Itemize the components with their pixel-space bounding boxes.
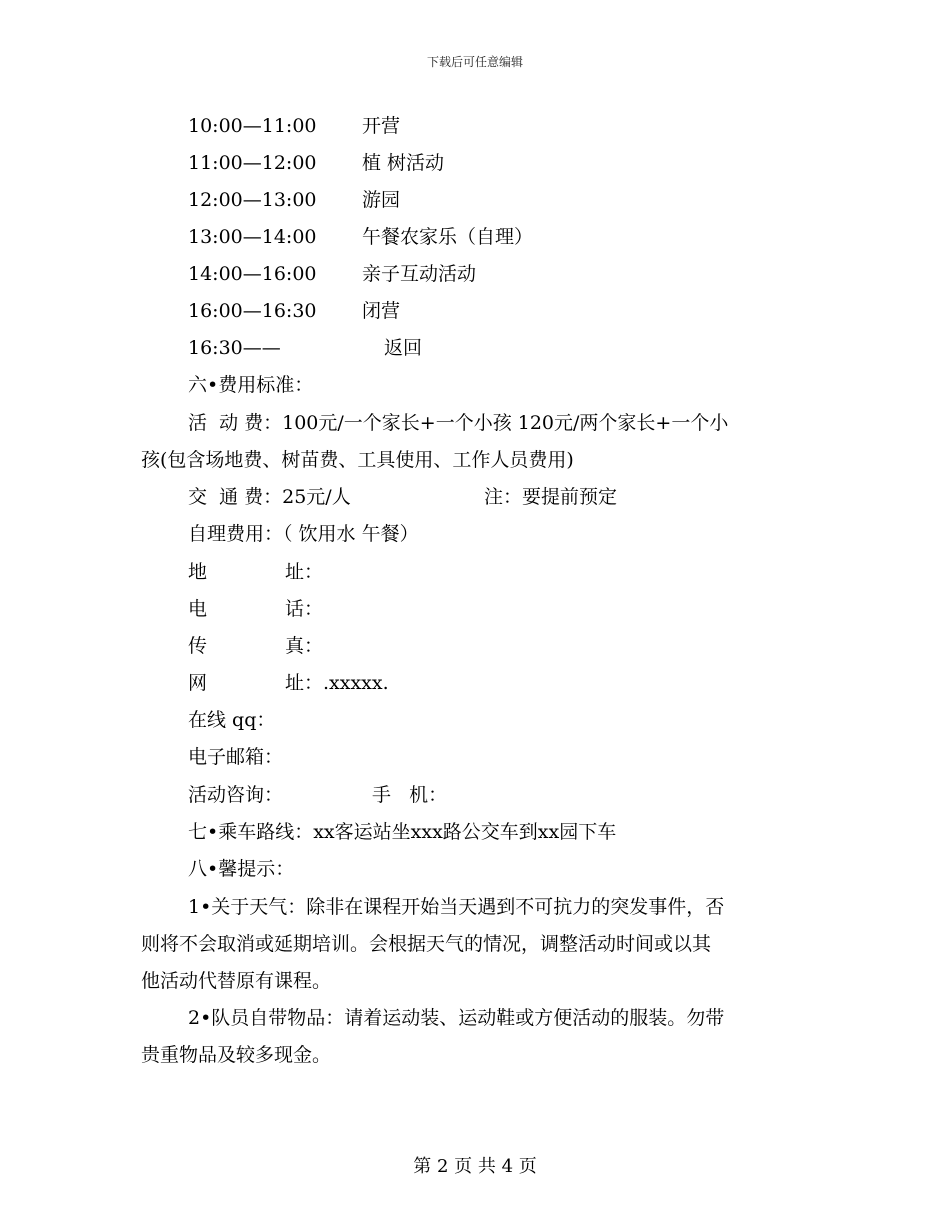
schedule-activity: 游园 — [362, 189, 401, 211]
route-info: 七•乘车路线：xx客运站坐xxx路公交车到xx园下车 — [188, 821, 617, 843]
fax-label: 传 — [188, 635, 208, 657]
schedule-activity: 开营 — [362, 115, 401, 137]
tip-1-line-3: 他活动代替原有课程。 — [141, 970, 332, 992]
website-label: 网 — [188, 672, 208, 694]
tip-2-line-1: 2•队员自带物品：请着运动装、运动鞋或方便活动的服装。勿带 — [188, 1007, 725, 1029]
fax-value: 真： — [285, 635, 324, 657]
booking-note: 注：要提前预定 — [484, 486, 618, 508]
schedule-row — [188, 299, 400, 323]
mobile-contact: 手 机： — [372, 784, 448, 806]
consult-contact: 活动咨询： — [188, 784, 284, 806]
tip-1-line-1: 1•关于天气：除非在课程开始当天遇到不可抗力的突发事件，否 — [188, 896, 725, 918]
activity-fee-line-1: 活 动 费：100元/一个家长+一个小孩 120元/两个家长+一个小 — [188, 412, 729, 434]
schedule-row — [188, 151, 444, 175]
phone-label: 电 — [188, 598, 208, 620]
fees-heading: 六•费用标准： — [188, 374, 314, 396]
schedule-activity: 植 树活动 — [362, 152, 445, 174]
schedule-time: 14:00—16:00 — [188, 263, 317, 285]
schedule-row — [188, 262, 476, 286]
schedule-time: 11:00—12:00 — [188, 152, 317, 174]
page-number: 第 2 页 共 4 页 — [413, 1156, 537, 1177]
website-value: 址：.xxxxx. — [285, 672, 389, 694]
schedule-time: 12:00—13:00 — [188, 189, 317, 211]
schedule-activity: 返回 — [384, 337, 423, 359]
address-label: 地 — [188, 561, 208, 583]
tip-1-line-2: 则将不会取消或延期培训。会根据天气的情况，调整活动时间或以其 — [141, 933, 712, 955]
qq-contact: 在线 qq： — [188, 709, 276, 731]
schedule-activity: 午餐农家乐（自理） — [362, 226, 534, 248]
tip-2-line-2: 贵重物品及较多现金。 — [141, 1044, 332, 1066]
transport-fee: 交 通 费：25元/人 — [188, 486, 351, 508]
schedule-row — [188, 188, 400, 212]
phone-value: 话： — [285, 598, 324, 620]
schedule-time: 13:00—14:00 — [188, 226, 317, 248]
page-header: 下载后可任意编辑 — [426, 55, 523, 69]
activity-fee-line-2: 孩(包含场地费、树苗费、工具使用、工作人员费用) — [141, 449, 574, 471]
email-contact: 电子邮箱： — [188, 746, 284, 768]
schedule-activity: 闭营 — [362, 300, 401, 322]
self-pay-fees: 自理费用：（ 饮用水 午餐） — [188, 523, 419, 545]
address-value: 址： — [285, 561, 324, 583]
schedule-activity: 亲子互动活动 — [362, 263, 477, 285]
schedule-row — [188, 114, 400, 138]
schedule-time: 16:00—16:30 — [188, 300, 317, 322]
schedule-time: 16:30—— — [188, 337, 281, 359]
schedule-row — [188, 336, 422, 360]
schedule-row — [188, 225, 533, 249]
tips-heading: 八•馨提示： — [188, 858, 295, 880]
schedule-time: 10:00—11:00 — [188, 115, 317, 137]
